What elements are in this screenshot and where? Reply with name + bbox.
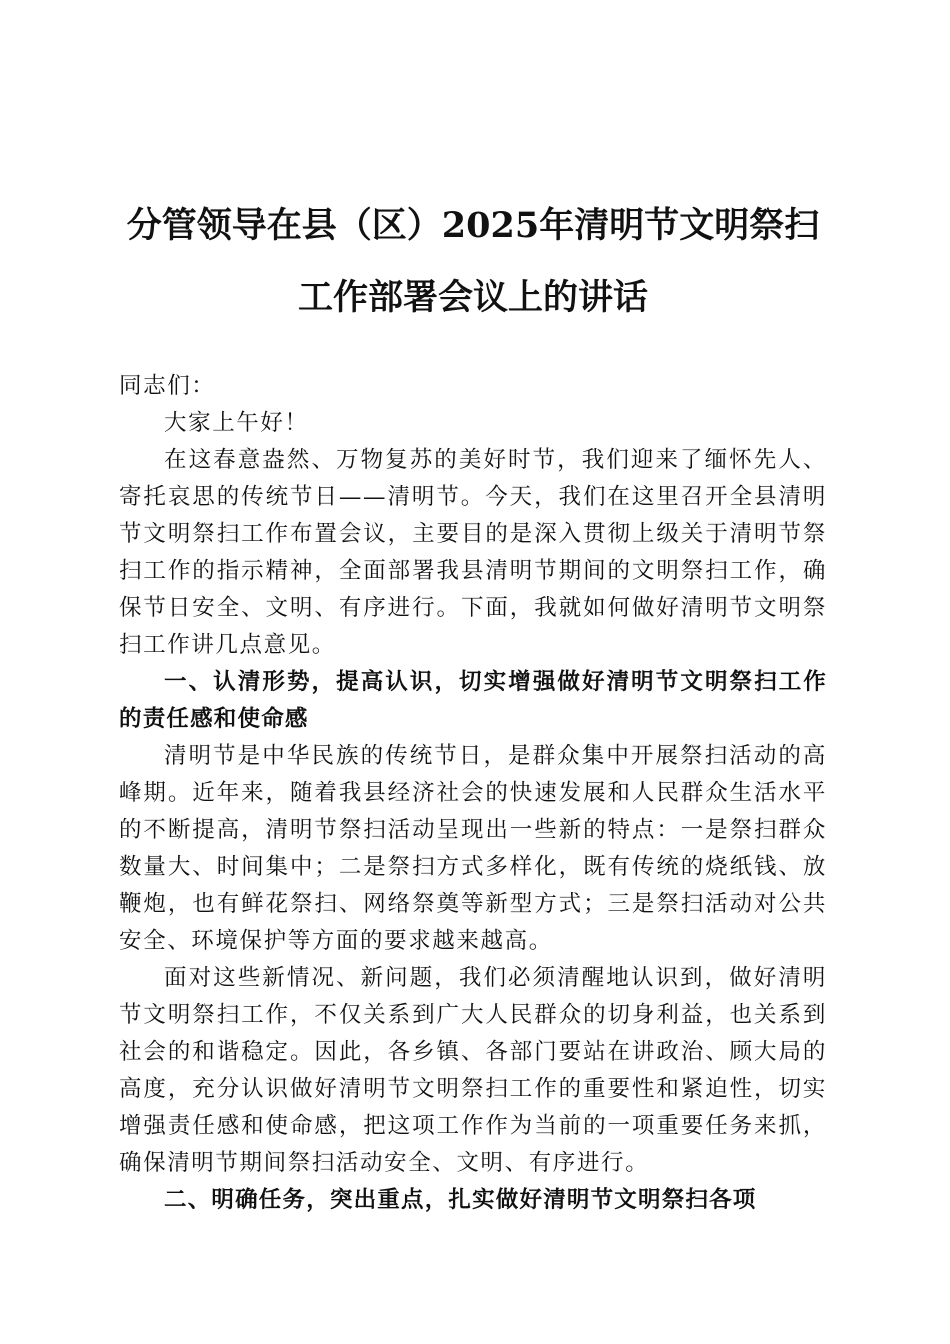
title-line-1: 分管领导在县（区）2025年清明节文明祭扫 — [126, 205, 820, 246]
document-page — [119, 190, 827, 1219]
title-line-2: 工作部署会议上的讲话 — [297, 277, 648, 318]
salutation: 同志们： — [119, 373, 216, 399]
document-body — [119, 368, 827, 1219]
section-heading-1: 一、认清形势，提高认识，切实增强做好清明节文明祭扫工作的责任感和使命感 — [119, 669, 827, 732]
document-title — [119, 190, 827, 334]
paragraph-section-1-a: 清明节是中华民族的传统节日，是群众集中开展祭扫活动的高峰期。近年来，随着我县经济社会的快速发展和人民群众生活水平的不断提高，清明节祭扫活动呈现出一些新的特点：一是祭扫群众数量大、时间集中；二是祭扫方式多样化，既有传统的烧纸钱、放鞭炮，也有鲜花祭扫、网络祭奠等新型方式；三是祭扫活动对公共安全、环境保护等方面的要求越来越高。 — [119, 743, 827, 954]
paragraph-section-1-b: 面对这些新情况、新问题，我们必须清醒地认识到，做好清明节文明祭扫工作，不仅关系到广大人民群众的切身利益，也关系到社会的和谐稳定。因此，各乡镇、各部门要站在讲政治、顾大局的高度，充分认识做好清明节文明祭扫工作的重要性和紧迫性，切实增强责任感和使命感，把这项工作作为当前的一项重要任务来抓，确保清明节期间祭扫活动安全、文明、有序进行。 — [119, 965, 827, 1176]
section-heading-2: 二、明确任务，突出重点，扎实做好清明节文明祭扫各项 — [164, 1187, 757, 1213]
paragraph-intro: 在这春意盎然、万物复苏的美好时节，我们迎来了缅怀先人、寄托哀思的传统节日——清明节。今天，我们在这里召开全县清明节文明祭扫工作布置会议，主要目的是深入贯彻上级关于清明节祭扫工作的指示精神，全面部署我县清明节期间的文明祭扫工作，确保节日安全、文明、有序进行。下面，我就如何做好清明节文明祭扫工作讲几点意见。 — [119, 447, 827, 658]
greeting: 大家上午好！ — [164, 410, 309, 436]
